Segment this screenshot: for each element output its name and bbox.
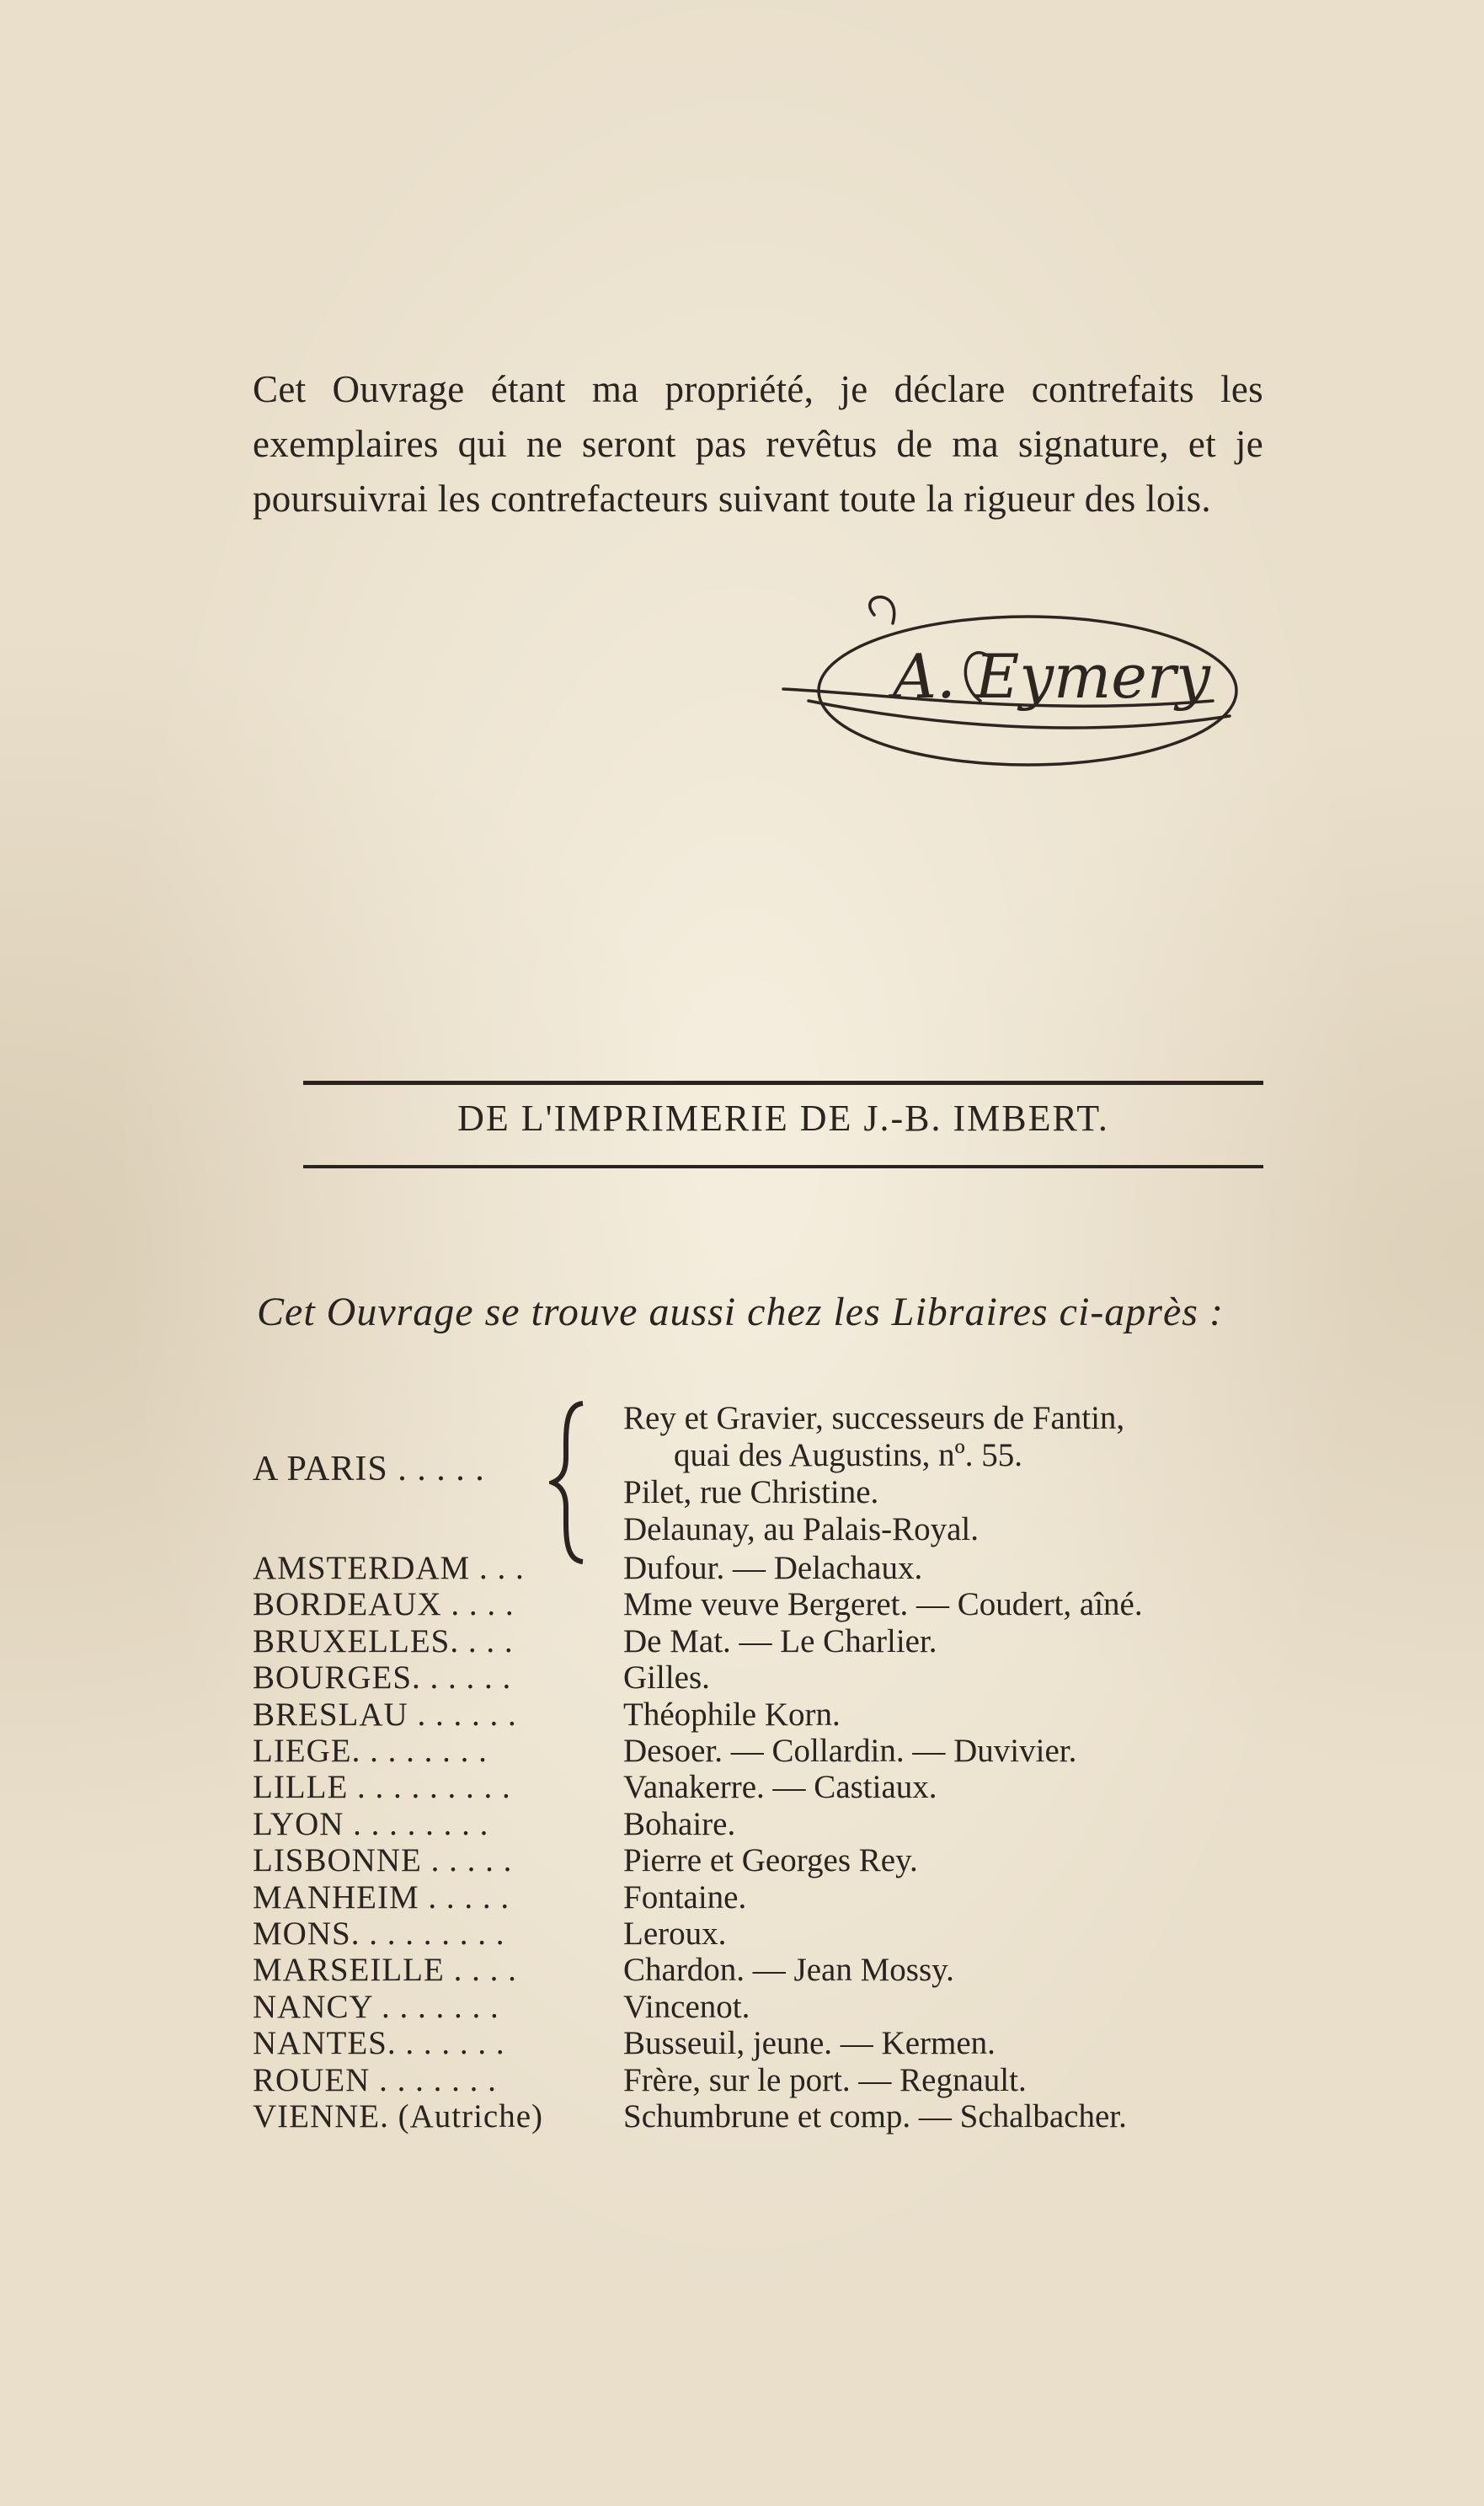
list-item	[253, 1916, 1297, 1952]
bookseller-names: De Mat. — Le Charlier.	[623, 1622, 937, 1659]
paris-line: Pilet, rue Christine.	[623, 1474, 879, 1510]
paris-booksellers	[623, 1400, 1280, 1548]
city-name: AMSTERDAM . . .	[253, 1550, 525, 1586]
list-item	[253, 2098, 1297, 2135]
city-name: NANTES. . . . . . .	[253, 2025, 505, 2062]
city-name: LILLE . . . . . . . . .	[253, 1769, 511, 1806]
city-name: MONS. . . . . . . . .	[253, 1916, 505, 1953]
list-item	[253, 1550, 1297, 1586]
signature-loop	[870, 597, 894, 623]
paris-line: Delaunay, au Palais-Royal.	[623, 1511, 980, 1547]
bookseller-names: Vincenot.	[623, 1988, 750, 2025]
bookseller-names: Gilles.	[623, 1659, 710, 1696]
bookseller-names: Dufour. — Delachaux.	[623, 1550, 923, 1586]
top-rule	[303, 1081, 1263, 1085]
list-item	[253, 1989, 1297, 2025]
bookseller-names: Vanakerre. — Castiaux.	[623, 1769, 937, 1806]
bookseller-names: Chardon. — Jean Mossy.	[623, 1952, 954, 1989]
bookseller-names: Pierre et Georges Rey.	[623, 1842, 918, 1879]
city-name: MARSEILLE . . . .	[253, 1952, 517, 1989]
paris-city-label: A PARIS . . . . .	[253, 1450, 485, 1488]
list-item	[253, 1733, 1297, 1769]
bottom-rule	[303, 1165, 1263, 1168]
bookseller-names: Desoer. — Collardin. — Duvivier.	[623, 1733, 1077, 1770]
list-item	[253, 1696, 1297, 1733]
bookseller-names: Leroux.	[623, 1916, 727, 1953]
city-name: ROUEN . . . . . . .	[253, 2061, 497, 2098]
bookseller-names: Busseuil, jeune. — Kermen.	[623, 2025, 996, 2062]
printer-imprint: DE L'IMPRIMERIE DE J.-B. IMBERT.	[457, 1098, 1109, 1139]
city-name: BRUXELLES. . . .	[253, 1622, 514, 1659]
bookseller-names: Frère, sur le port. — Regnault.	[623, 2061, 1027, 2098]
list-item	[253, 1879, 1297, 1916]
list-item	[253, 1586, 1297, 1622]
list-item	[253, 1952, 1297, 1988]
bookseller-names: Mme veuve Bergeret. — Coudert, aîné.	[623, 1586, 1143, 1623]
list-item	[253, 1623, 1297, 1659]
list-item	[253, 1842, 1297, 1878]
bookseller-names: Théophile Korn.	[623, 1696, 841, 1733]
city-name: LISBONNE . . . . .	[253, 1842, 513, 1879]
list-item	[253, 1806, 1297, 1842]
list-item	[253, 1659, 1297, 1696]
city-name: BORDEAUX . . . .	[253, 1586, 515, 1623]
city-name: NANCY . . . . . . .	[253, 1988, 499, 2025]
bookseller-names: Schumbrune et comp. — Schalbacher.	[623, 2098, 1127, 2135]
city-name: LYON . . . . . . . .	[253, 1805, 489, 1842]
bookseller-names: Fontaine.	[623, 1878, 747, 1916]
paris-line: Rey et Gravier, successeurs de Fantin,	[623, 1400, 1125, 1436]
booksellers-heading: Cet Ouvrage se trouve aussi chez les Libraires ci-après :	[257, 1290, 1224, 1334]
city-name: LIEGE. . . . . . . .	[253, 1733, 488, 1770]
list-item	[253, 1769, 1297, 1805]
bookseller-names: Bohaire.	[623, 1805, 736, 1842]
list-item	[253, 2025, 1297, 2061]
curly-brace	[549, 1398, 591, 1567]
city-name: VIENNE. (Autriche)	[253, 2098, 544, 2135]
booksellers-list	[253, 1550, 1297, 2135]
list-item	[253, 2062, 1297, 2098]
ownership-notice: Cet Ouvrage étant ma propriété, je déclare contrefaits les exemplaires qui ne seront pas revêtus de ma signature, et je poursuivrai les contrefacteurs suivant toute la rigueur des lois.	[253, 368, 1263, 520]
paris-line: quai des Augustins, nº. 55.	[674, 1437, 1023, 1473]
signature-text: A. Eymery	[893, 641, 1210, 712]
signature-flourish	[775, 590, 1246, 809]
city-name: MANHEIM . . . . .	[253, 1878, 510, 1916]
city-name: BOURGES. . . . . .	[253, 1659, 512, 1696]
city-name: BRESLAU . . . . . .	[253, 1696, 517, 1733]
